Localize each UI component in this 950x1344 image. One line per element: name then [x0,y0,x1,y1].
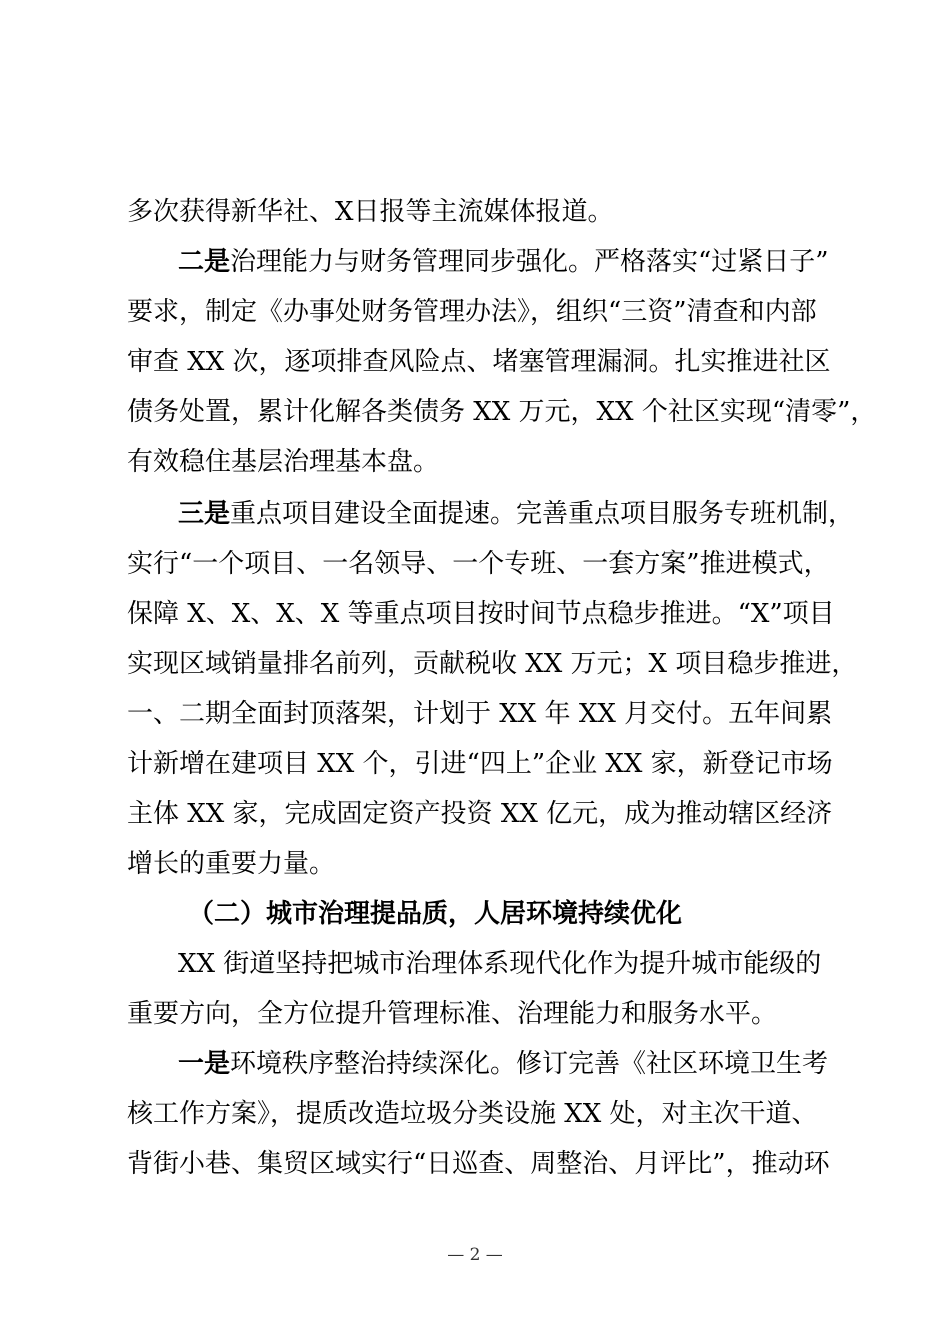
text-line: 重要方向，全方位提升管理标准、治理能力和服务水平。 [127,999,778,1029]
text-line: 实行“一个项目、一名领导、一个专班、一套方案”推进模式， [127,549,830,579]
text-line: 一是环境秩序整治持续深化。修订完善《社区环境卫生考 [178,1049,829,1079]
paragraph-lead: 一是 [178,1049,231,1079]
text-line: 背街小巷、集贸区域实行“日巡查、周整治、月评比”，推动环 [127,1149,830,1179]
text-line: 有效稳住基层治理基本盘。 [127,447,440,477]
text-line: 二是治理能力与财务管理同步强化。严格落实“过紧日子” [178,247,829,277]
text-line: 核工作方案》，提质改造垃圾分类设施 XX 处，对主次干道、 [127,1099,818,1129]
text-line: 增长的重要力量。 [127,849,336,879]
section-heading: （二）城市治理提品质，人居环境持续优化 [188,899,683,929]
text-line: 债务处置，累计化解各类债务 XX 万元，XX 个社区实现“清零”， [127,397,877,427]
text-line: 要求，制定《办事处财务管理办法》，组织“三资”清查和内部 [127,297,817,327]
text-line: 三是重点项目建设全面提速。完善重点项目服务专班机制， [178,499,855,529]
text-line: 多次获得新华社、X日报等主流媒体报道。 [127,197,614,227]
text-line: 主体 XX 家，完成固定资产投资 XX 亿元，成为推动辖区经济 [127,799,833,829]
paragraph-lead: 三是 [178,499,231,529]
text-line: XX 街道坚持把城市治理体系现代化作为提升城市能级的 [178,949,822,979]
text-line: 一、二期全面封顶落架，计划于 XX 年 XX 月交付。五年间累 [127,699,833,729]
paragraph-lead: 二是 [178,247,231,277]
text-line: 实现区域销量排名前列，贡献税收 XX 万元；X 项目稳步推进， [127,649,858,679]
text-line: 审查 XX 次，逐项排查风险点、堵塞管理漏洞。扎实推进社区 [127,347,831,377]
text-line: 计新增在建项目 XX 个，引进“四上”企业 XX 家，新登记市场 [127,749,833,779]
page-number: — 2 — [447,1245,503,1265]
text-line: 保障 X、X、X、X 等重点项目按时间节点稳步推进。“X”项目 [127,599,835,629]
